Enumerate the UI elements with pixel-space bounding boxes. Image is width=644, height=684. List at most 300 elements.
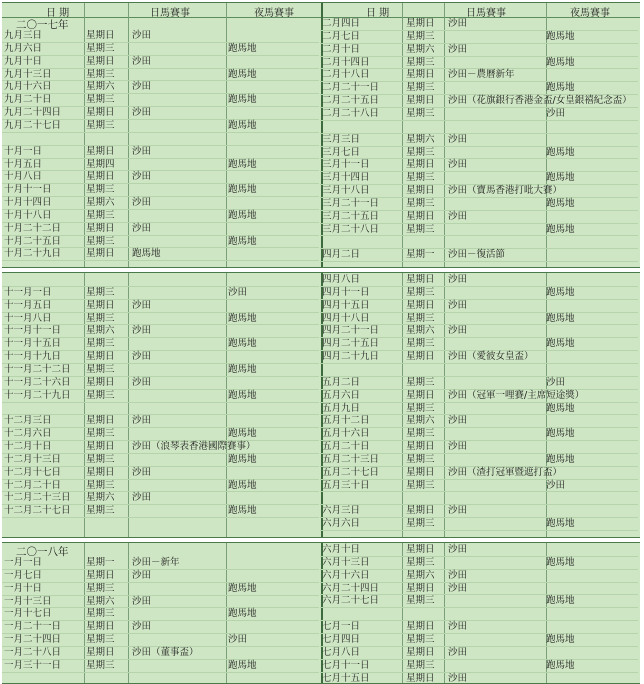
race-weekday: 星期三	[86, 634, 115, 646]
race-date: 六月六日	[322, 518, 361, 530]
race-date: 三月二十一日	[322, 197, 380, 209]
race-date: 五月十二日	[322, 415, 370, 427]
day-race: 沙田－復活節	[448, 249, 506, 261]
night-race: 跑馬地	[546, 453, 575, 465]
header-date: 日 期	[46, 8, 70, 19]
race-date: 十二月二十三日	[4, 492, 71, 504]
night-race: 跑馬地	[228, 582, 257, 594]
race-weekday: 星期日	[86, 569, 115, 581]
day-race: 沙田	[132, 621, 152, 633]
row-divider	[2, 582, 319, 583]
night-race: 跑馬地	[228, 42, 257, 54]
day-race: 沙田	[132, 30, 152, 41]
column-divider	[128, 273, 129, 537]
day-race: 沙田	[132, 569, 152, 581]
race-date: 六月十六日	[322, 569, 370, 581]
header-night-race: 夜馬賽事	[570, 8, 610, 19]
night-race: 沙田	[546, 479, 566, 491]
race-date: 十月十八日	[4, 209, 52, 221]
day-race: 沙田	[132, 107, 152, 119]
night-race: 跑馬地	[546, 56, 575, 68]
day-race: 沙田	[132, 81, 152, 93]
night-race: 跑馬地	[546, 146, 575, 158]
night-race: 跑馬地	[228, 158, 257, 170]
night-race: 跑馬地	[546, 197, 575, 209]
race-weekday: 星期六	[86, 81, 115, 93]
race-weekday: 星期日	[406, 582, 435, 594]
night-race: 跑馬地	[228, 453, 257, 465]
race-weekday: 星期日	[86, 145, 115, 157]
race-weekday: 星期日	[86, 222, 115, 234]
row-divider	[320, 517, 638, 518]
race-date: 二月十四日	[322, 56, 370, 68]
day-race: 沙田	[448, 299, 468, 311]
column-divider	[128, 543, 129, 683]
night-race: 跑馬地	[228, 479, 257, 491]
race-date: 十一月二十二日	[4, 363, 71, 375]
row-divider	[2, 132, 319, 133]
race-weekday: 星期三	[86, 505, 115, 517]
race-date: 二月二十八日	[322, 107, 380, 119]
column-divider	[84, 273, 85, 537]
day-race: 沙田	[448, 621, 468, 633]
race-date: 五月二十七日	[322, 466, 380, 478]
race-weekday: 星期三	[86, 312, 115, 324]
column-divider	[402, 273, 403, 537]
race-weekday: 星期三	[406, 223, 435, 235]
day-race: 沙田（愛彼女皇盃）	[448, 351, 534, 363]
race-weekday: 星期三	[406, 338, 435, 350]
row-divider	[2, 672, 319, 673]
day-race: 沙田	[448, 18, 468, 29]
race-weekday: 星期日	[86, 107, 115, 119]
race-date: 九月三日	[4, 30, 43, 41]
race-weekday: 星期四	[86, 158, 115, 170]
day-race: 沙田	[132, 351, 152, 363]
header-date: 日 期	[366, 8, 390, 19]
day-race: 沙田－農曆新年	[448, 69, 515, 81]
race-weekday: 星期三	[86, 608, 115, 620]
race-weekday: 星期日	[406, 159, 435, 171]
race-date: 五月六日	[322, 389, 361, 401]
race-weekday: 星期三	[86, 286, 115, 298]
row-divider	[2, 158, 319, 159]
row-divider	[320, 402, 638, 403]
race-date: 十二月十日	[4, 441, 52, 453]
race-date: 九月二十四日	[4, 107, 62, 119]
day-race: 沙田	[448, 274, 468, 285]
day-race: 沙田	[448, 441, 468, 453]
race-date: 九月二十七日	[4, 119, 62, 131]
day-race: 沙田	[132, 55, 152, 67]
day-race: 沙田（冠軍一哩賽/主席短途獎）	[448, 389, 585, 401]
race-date: 一月十三日	[4, 595, 52, 607]
race-date: 十月二十二日	[4, 222, 62, 234]
race-date: 二月二十一日	[322, 82, 380, 94]
race-weekday: 星期日	[406, 69, 435, 81]
row-divider	[320, 30, 638, 31]
race-weekday: 星期日	[86, 621, 115, 633]
night-race: 跑馬地	[546, 633, 575, 645]
row-divider	[320, 530, 638, 531]
row-divider	[320, 133, 638, 134]
night-race: 跑馬地	[546, 518, 575, 530]
night-race: 跑馬地	[228, 389, 257, 401]
race-weekday: 星期三	[406, 556, 435, 568]
race-weekday: 星期日	[86, 55, 115, 67]
night-race: 跑馬地	[546, 82, 575, 94]
race-date: 四月十五日	[322, 299, 370, 311]
race-date: 三月二十五日	[322, 210, 380, 222]
row-divider	[2, 145, 319, 146]
column-divider	[226, 273, 227, 537]
race-date: 五月十六日	[322, 428, 370, 440]
race-weekday: 星期日	[406, 389, 435, 401]
night-race: 跑馬地	[228, 209, 257, 221]
day-race: 沙田	[132, 325, 152, 337]
race-date: 十二月十三日	[4, 453, 62, 465]
row-divider	[320, 504, 638, 505]
race-date: 一月二十八日	[4, 646, 62, 658]
race-weekday: 星期三	[406, 402, 435, 414]
night-race: 跑馬地	[546, 30, 575, 42]
row-divider	[320, 235, 638, 236]
day-race: 沙田	[448, 415, 468, 427]
race-date: 三月七日	[322, 146, 361, 158]
race-weekday: 星期三	[86, 582, 115, 594]
day-race: 沙田	[448, 569, 468, 581]
row-divider	[320, 607, 638, 608]
race-weekday: 星期三	[406, 312, 435, 324]
race-weekday: 星期日	[86, 30, 115, 41]
race-weekday: 星期三	[406, 286, 435, 298]
row-divider	[320, 491, 638, 492]
race-weekday: 星期日	[406, 505, 435, 517]
race-weekday: 星期三	[406, 595, 435, 607]
race-date: 十一月二十九日	[4, 389, 71, 401]
race-date: 十二月十七日	[4, 466, 62, 478]
schedule-section-1	[2, 2, 640, 268]
row-divider	[320, 376, 638, 377]
race-weekday: 星期日	[86, 299, 115, 311]
race-weekday: 星期三	[86, 119, 115, 131]
race-weekday: 星期三	[406, 659, 435, 671]
race-date: 六月十日	[322, 544, 361, 555]
race-date: 九月十六日	[4, 81, 52, 93]
race-weekday: 星期六	[406, 43, 435, 55]
race-weekday: 星期日	[86, 351, 115, 363]
race-date: 十一月十九日	[4, 351, 62, 363]
race-date: 五月二日	[322, 376, 361, 388]
day-race: 沙田（渣打冠軍暨遮打盃）	[448, 466, 563, 478]
race-date: 五月九日	[322, 402, 361, 414]
race-date: 十一月十一日	[4, 325, 62, 337]
day-race: 沙田（花旗銀行香港金盃/女皇銀禧紀念盃）	[448, 95, 632, 107]
night-race: 跑馬地	[546, 428, 575, 440]
race-date: 四月八日	[322, 274, 361, 285]
race-date: 六月二十七日	[322, 595, 380, 607]
night-race: 跑馬地	[228, 608, 257, 620]
race-date: 三月十一日	[322, 159, 370, 171]
race-weekday: 星期三	[86, 389, 115, 401]
race-weekday: 星期日	[86, 376, 115, 388]
race-weekday: 星期日	[86, 441, 115, 453]
race-date: 四月十八日	[322, 312, 370, 324]
race-date: 十月二十五日	[4, 235, 62, 247]
day-race: 沙田	[448, 133, 468, 145]
row-divider	[320, 363, 638, 364]
day-race: 沙田	[132, 171, 152, 183]
race-date: 十月八日	[4, 171, 43, 183]
race-weekday: 星期六	[86, 325, 115, 337]
row-divider	[320, 633, 638, 634]
race-schedule	[2, 2, 640, 682]
race-weekday: 星期日	[406, 274, 435, 285]
race-date: 九月十三日	[4, 68, 52, 80]
race-date: 十月十四日	[4, 197, 52, 209]
race-date: 三月二十八日	[322, 223, 380, 235]
row-divider	[320, 43, 638, 44]
race-weekday: 星期三	[406, 30, 435, 42]
race-date: 四月二十九日	[322, 351, 380, 363]
race-date: 三月十四日	[322, 172, 370, 184]
night-race: 沙田	[546, 107, 566, 119]
race-date: 四月十一日	[322, 286, 370, 298]
day-race: 沙田（浪琴表香港國際賽事）	[132, 441, 256, 453]
night-race: 跑馬地	[228, 235, 257, 247]
night-race: 跑馬地	[228, 68, 257, 80]
race-weekday: 星期日	[406, 95, 435, 107]
race-weekday: 星期日	[406, 544, 435, 555]
race-weekday: 星期日	[406, 299, 435, 311]
race-weekday: 星期三	[406, 82, 435, 94]
night-race: 跑馬地	[546, 338, 575, 350]
day-race: 沙田	[448, 210, 468, 222]
day-race: 沙田	[132, 145, 152, 157]
day-race: 沙田	[132, 222, 152, 234]
race-date: 二月十八日	[322, 69, 370, 81]
row-divider	[320, 646, 638, 647]
race-date: 三月三日	[322, 133, 361, 145]
race-date: 一月二十四日	[4, 634, 62, 646]
race-date: 十一月一日	[4, 286, 52, 298]
race-date: 三月十八日	[322, 185, 370, 197]
year-label: 二〇一八年	[16, 546, 69, 558]
race-weekday: 星期日	[86, 171, 115, 183]
row-divider	[2, 55, 319, 56]
race-weekday: 星期三	[406, 453, 435, 465]
day-race: 沙田	[448, 672, 468, 684]
day-race: 沙田	[132, 197, 152, 209]
race-weekday: 星期日	[406, 646, 435, 658]
header-day-race: 日馬賽事	[466, 8, 506, 19]
race-date: 十月十一日	[4, 184, 52, 196]
race-weekday: 星期日	[86, 415, 115, 427]
race-date: 十二月二十七日	[4, 505, 71, 517]
row-divider	[320, 120, 638, 121]
night-race: 跑馬地	[546, 223, 575, 235]
race-weekday: 星期日	[406, 621, 435, 633]
race-weekday: 星期一	[406, 249, 435, 261]
race-weekday: 星期日	[86, 646, 115, 658]
day-race: 沙田	[448, 505, 468, 517]
schedule-section-3	[2, 542, 640, 684]
race-weekday: 星期三	[406, 376, 435, 388]
race-weekday: 星期三	[86, 363, 115, 375]
race-weekday: 星期六	[406, 133, 435, 145]
race-weekday: 星期日	[86, 466, 115, 478]
night-race: 跑馬地	[546, 402, 575, 414]
race-weekday: 星期三	[86, 479, 115, 491]
day-race: 沙田（寶馬香港打吡大賽）	[448, 185, 563, 197]
night-race: 跑馬地	[228, 505, 257, 517]
day-race: 沙田	[132, 466, 152, 478]
row-divider	[2, 402, 319, 403]
day-race: 跑馬地	[132, 248, 161, 260]
race-weekday: 星期一	[86, 557, 115, 568]
race-weekday: 星期三	[406, 107, 435, 119]
header-night-race: 夜馬賽事	[254, 8, 294, 19]
race-date: 一月三十一日	[4, 659, 62, 671]
night-race: 跑馬地	[228, 428, 257, 440]
race-weekday: 星期三	[86, 184, 115, 196]
night-race: 跑馬地	[546, 286, 575, 298]
night-race: 跑馬地	[228, 312, 257, 324]
race-date: 一月十七日	[4, 608, 52, 620]
race-date: 四月二十一日	[322, 325, 380, 337]
row-divider	[320, 261, 638, 262]
race-weekday: 星期日	[406, 466, 435, 478]
night-race: 跑馬地	[546, 556, 575, 568]
race-weekday: 星期三	[86, 42, 115, 54]
race-date: 九月十日	[4, 55, 43, 67]
race-weekday: 星期日	[406, 185, 435, 197]
race-weekday: 星期日	[406, 210, 435, 222]
race-date: 五月三十日	[322, 479, 370, 491]
row-divider	[2, 260, 319, 261]
race-date: 十月二十九日	[4, 248, 62, 260]
row-divider	[320, 146, 638, 147]
race-date: 二月四日	[322, 18, 361, 29]
race-date: 二月七日	[322, 30, 361, 42]
race-date: 十一月二十六日	[4, 376, 71, 388]
race-weekday: 星期三	[86, 68, 115, 80]
race-date: 十一月十五日	[4, 338, 62, 350]
race-date: 二月二十五日	[322, 95, 380, 107]
race-weekday: 星期三	[406, 172, 435, 184]
row-divider	[2, 42, 319, 43]
race-weekday: 星期三	[406, 197, 435, 209]
day-race: 沙田	[448, 43, 468, 55]
column-divider	[84, 543, 85, 683]
race-date: 七月八日	[322, 646, 361, 658]
race-weekday: 星期三	[86, 428, 115, 440]
race-weekday: 星期六	[406, 569, 435, 581]
day-race: 沙田	[448, 325, 468, 337]
race-date: 十月五日	[4, 158, 43, 170]
day-race: 沙田	[132, 376, 152, 388]
race-date: 二月十日	[322, 43, 361, 55]
race-date: 一月七日	[4, 569, 43, 581]
row-divider	[2, 170, 319, 171]
race-weekday: 星期三	[86, 235, 115, 247]
race-weekday: 星期三	[86, 659, 115, 671]
race-weekday: 星期三	[406, 146, 435, 158]
column-divider	[444, 273, 445, 537]
race-date: 九月二十日	[4, 94, 52, 106]
day-race: 沙田－新年	[132, 557, 180, 568]
night-race: 跑馬地	[228, 184, 257, 196]
race-weekday: 星期日	[86, 248, 115, 260]
race-date: 七月四日	[322, 633, 361, 645]
race-date: 一月二十一日	[4, 621, 62, 633]
race-date: 十一月五日	[4, 299, 52, 311]
race-weekday: 星期三	[86, 209, 115, 221]
race-weekday: 星期日	[406, 672, 435, 684]
race-weekday: 星期六	[406, 415, 435, 427]
race-weekday: 星期三	[86, 94, 115, 106]
day-race: 沙田	[448, 159, 468, 171]
race-date: 六月三日	[322, 505, 361, 517]
race-date: 六月二十四日	[322, 582, 380, 594]
race-weekday: 星期三	[406, 633, 435, 645]
race-date: 十二月六日	[4, 428, 52, 440]
night-race: 跑馬地	[546, 659, 575, 671]
race-date: 十二月三日	[4, 415, 52, 427]
race-date: 一月一日	[4, 557, 43, 568]
race-weekday: 星期三	[406, 428, 435, 440]
race-date: 十月一日	[4, 145, 43, 157]
race-weekday: 星期六	[86, 197, 115, 209]
race-date: 五月二十三日	[322, 453, 380, 465]
day-race: 沙田	[132, 299, 152, 311]
race-date: 六月十三日	[322, 556, 370, 568]
day-race: 沙田（董事盃）	[132, 646, 199, 658]
night-race: 跑馬地	[228, 119, 257, 131]
race-weekday: 星期六	[406, 325, 435, 337]
night-race: 跑馬地	[228, 659, 257, 671]
year-label: 二〇一七年	[16, 19, 69, 31]
race-date: 十一月八日	[4, 312, 52, 324]
night-race: 跑馬地	[546, 595, 575, 607]
night-race: 跑馬地	[546, 172, 575, 184]
column-divider	[444, 543, 445, 683]
schedule-section-2	[2, 272, 640, 538]
race-date: 四月二日	[322, 249, 361, 261]
night-race: 沙田	[546, 376, 566, 388]
race-weekday: 星期日	[406, 351, 435, 363]
race-weekday: 星期六	[86, 595, 115, 607]
day-race: 沙田	[448, 544, 468, 555]
column-divider	[226, 543, 227, 683]
race-weekday: 星期六	[86, 492, 115, 504]
day-race: 沙田	[448, 582, 468, 594]
race-date: 七月十一日	[322, 659, 370, 671]
race-date: 五月二十日	[322, 441, 370, 453]
race-weekday: 星期三	[406, 56, 435, 68]
race-date: 十二月二十日	[4, 479, 62, 491]
night-race: 沙田	[228, 286, 248, 298]
header-day-race: 日馬賽事	[150, 8, 190, 19]
race-date: 一月十日	[4, 582, 43, 594]
race-date: 七月十五日	[322, 672, 370, 684]
night-race: 跑馬地	[228, 94, 257, 106]
race-weekday: 星期三	[86, 338, 115, 350]
night-race: 跑馬地	[546, 312, 575, 324]
race-weekday: 星期三	[406, 518, 435, 530]
row-divider	[320, 620, 638, 621]
night-race: 沙田	[228, 634, 248, 646]
